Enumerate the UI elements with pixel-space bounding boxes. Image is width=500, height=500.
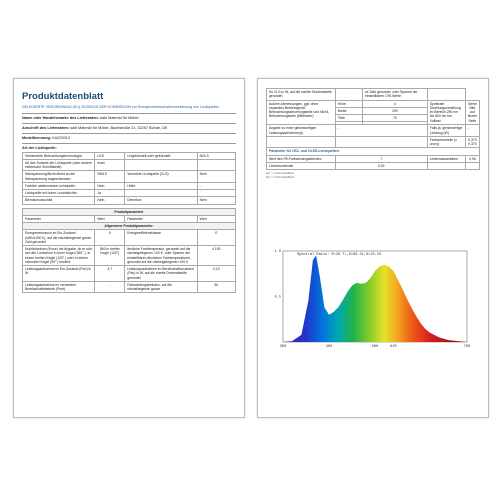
x-tick-label: 580: [371, 345, 379, 349]
param-cell: [335, 89, 362, 101]
param-cell: 4 190: [197, 246, 235, 266]
meta-value: kalb Material für Möbel, Bachstraße 21, 32257 Bünde, DE: [70, 125, 168, 130]
meta-label: Art der Lichtquelle:: [22, 145, 57, 150]
param-cell: 5: [95, 230, 125, 246]
meta-row: [22, 113, 236, 120]
type-cell: Dimmbar:: [125, 197, 197, 204]
footnote: (b) "-": nicht zutreffend: [266, 175, 294, 179]
type-cell: Farblich abstimmbare Lichtquelle:: [23, 182, 95, 189]
param-cell: für CLS in W, auf die zweite Dezimalstelle gerundet: [267, 89, 336, 101]
param-value: [465, 162, 479, 169]
section-row: [23, 208, 236, 215]
type-cell: Lichtquelle mit hoher Leuchtdichte:: [23, 190, 95, 197]
datasheet-page-1: [13, 78, 245, 418]
regulation-subtitle: DELEGIERTE VERORDNUNG (EU) 2019/2015 DER KOMMISSION zur Energieverbrauchskennzeichnung von Lichtquellen: [22, 105, 220, 109]
param-cell: -: [465, 125, 479, 137]
meta-label: Anschrift des Lieferanten:: [22, 125, 71, 130]
section-row: [267, 148, 480, 155]
param-cell: -: [335, 125, 427, 137]
param-cell: Wert des R9-Farbwiedergabeindex: [267, 155, 336, 162]
param-cell: Nutzlichtstrom (Φuse) mit Angabe, ob er sich auf den Lichtstrom in einer Kugel (360° ), in einem breiten Kegel (120° ) oder in einem schmalen Kegel (90° ) bezieht: [23, 246, 95, 266]
column-header: Wert: [197, 215, 235, 222]
product-parameter-table: [22, 208, 236, 294]
param-row: [267, 136, 480, 148]
param-cell: [427, 89, 465, 101]
type-cell: Vernetzte Lichtquelle (CLS):: [125, 171, 197, 183]
type-cell: [125, 190, 197, 197]
dimensions-row: [267, 100, 480, 107]
type-cell: -: [197, 182, 235, 189]
type-cell: Netzspannung/Nicht direkt an die Netzspannung angeschlossen:: [23, 171, 95, 183]
section-header: Parameter für LED- und OLED-Lichtquellen:: [267, 148, 480, 155]
type-row: [23, 152, 236, 159]
param-cell: 0,10: [197, 266, 235, 282]
dimension-name: Tiefe: [335, 115, 362, 122]
type-cell: Ungebündelt oder gebündelt:: [125, 152, 197, 159]
param-cell: ähnliche Farbtemperatur, gerundet auf die nächstgelegenen 100 K, oder Spanne der einstellbaren ähnlichen Farbtemperaturen, gerundet auf die nächstgelegenen 100 K: [125, 246, 197, 266]
param-row: [23, 230, 236, 246]
param-cell: 4,7: [95, 266, 125, 282]
type-cell: Blendschutzschild:: [23, 197, 95, 204]
param-cell: E: [197, 230, 235, 246]
datasheet-page-2: [257, 78, 489, 418]
type-cell: Nein: [95, 182, 125, 189]
column-header: Parameter: [23, 215, 95, 222]
param-cell: Leistungsaufnahme im Ein-Zustand (Pon) in W: [23, 266, 95, 282]
type-cell: [125, 159, 197, 171]
param-cell: Farbwertanteile (x und y): [427, 136, 465, 148]
chromaticity-value: 0,370 0,370: [465, 136, 479, 148]
section-header: Allgemeine Produktparameter:: [23, 223, 236, 230]
type-cell: [197, 190, 235, 197]
param-cell: [427, 162, 465, 169]
meta-row: [22, 123, 236, 130]
param-cell: Leistungsaufnahme im vernetzten Bereitschaftsbetrieb (Pnet): [23, 281, 95, 293]
spectrum-value: Siehe Bild auf letzter Seite: [465, 100, 479, 125]
type-row: [23, 190, 236, 197]
type-row: [23, 159, 236, 171]
type-cell: Verwendete Beleuchtungstechnologie:: [23, 152, 95, 159]
meta-value: kalb Material für Möbel: [100, 115, 139, 120]
x-tick-label: 780: [463, 345, 471, 349]
param-cell: Energieeffizienzklasse: [125, 230, 197, 246]
param-value: 7: [335, 155, 427, 162]
dimension-value: 190: [362, 107, 427, 114]
param-row: [267, 162, 480, 169]
type-cell: Ja: [95, 190, 125, 197]
type-cell: Nein: [95, 197, 125, 204]
footnotes: [266, 171, 480, 179]
light-source-type-table: [22, 152, 236, 205]
y-tick-label: 1.0: [274, 250, 281, 255]
column-header: Parameter: [125, 215, 197, 222]
x-tick-label: 380: [279, 345, 287, 349]
param-cell: 80: [197, 281, 235, 293]
param-row: [267, 89, 480, 101]
param-cell: ze Zahl gerundet, oder Spanne der einstellbaren CRI-Werte: [362, 89, 427, 101]
y-tick-label: 0.5: [274, 295, 281, 300]
x-tick-label: 620: [390, 345, 397, 349]
param-value: 0,98: [465, 155, 479, 162]
param-cell: Farbwiedergabeindex, auf die nächstliegende ganze: [125, 281, 197, 293]
header-row: [23, 215, 236, 222]
empty-cell: [267, 136, 336, 148]
dimensions-label: äußere Abmessungen, ggf. ohne separates Betriebsgerät, Beleuchtungssteuerungsteile und Nicht-Beleuchtungsteile (Millimeter): [267, 100, 336, 125]
param-cell: -: [95, 281, 125, 293]
param-cell: 560 in breiter Kegel (120°): [95, 246, 125, 266]
type-cell: NMLS: [95, 171, 125, 183]
param-row: [23, 246, 236, 266]
param-row: [23, 266, 236, 282]
x-tick-label: 480: [325, 345, 333, 349]
type-row: [23, 171, 236, 183]
meta-row: [22, 143, 236, 150]
type-cell: [197, 159, 235, 171]
meta-label: Name oder Handelsmarke des Lieferanten:: [22, 115, 101, 120]
param-cell: Leistungsaufnahme im Bereitschaftszustand (Psb) in W, auf die zweite Dezimalstelle gerundet: [125, 266, 197, 282]
product-parameter-table-continued: [266, 88, 480, 170]
empty-cell: [335, 136, 427, 148]
param-cell: Energieverbrauch im Ein-Zustand (kWh/1000 h), auf die nächstliegende ganze Zahl gerundet: [23, 230, 95, 246]
param-cell: Lebensdauerfaktor: [427, 155, 465, 162]
type-cell: Nein: [197, 197, 235, 204]
page-title: Produktdatenblatt: [22, 91, 104, 102]
meta-row: [22, 133, 236, 140]
type-cell: NDLS: [197, 152, 235, 159]
param-value: 0,92: [335, 162, 427, 169]
param-row: [267, 125, 480, 137]
param-cell: Lichtstromerhalt: [267, 162, 336, 169]
section-header: Produktparameter: [23, 208, 236, 215]
dimension-value: 4: [362, 100, 427, 107]
column-header: Wert: [95, 215, 125, 222]
type-row: [23, 182, 236, 189]
type-cell: Hülle:: [125, 182, 197, 189]
type-row: [23, 197, 236, 204]
spectrum-label: Spektrale Strahlungsverteilung im Bereich 250 nm bis 800 nm bei Volllast: [427, 100, 465, 125]
dimension-value: 70: [362, 115, 427, 122]
type-cell: Art des Sockels der Lichtquelle (oder andere elektrische Schnittstelle): [23, 159, 95, 171]
dimension-name: Breite: [335, 107, 362, 114]
meta-value: KA220013: [52, 135, 70, 140]
supplier-info: [14, 113, 244, 150]
param-row: [23, 281, 236, 293]
param-cell: Falls ja, gleichwertige Leistung (W): [427, 125, 465, 137]
chart-title: Spectral Ratio: R=20 T=,0=69.3t,0=23.1%: [297, 253, 382, 257]
dimension-name: Höhe: [335, 100, 362, 107]
type-cell: main: [95, 159, 125, 171]
param-row: [267, 155, 480, 162]
type-cell: LED: [95, 152, 125, 159]
param-cell: Angabe zu einer gleichwertigen Leistungsaufnahme(a): [267, 125, 336, 137]
type-cell: Nein: [197, 171, 235, 183]
section-row: [23, 223, 236, 230]
spectrum-chart: [267, 239, 479, 357]
footnote: (a) "-": nicht zutreffend: [266, 171, 294, 175]
meta-label: Modellkennung:: [22, 135, 53, 140]
